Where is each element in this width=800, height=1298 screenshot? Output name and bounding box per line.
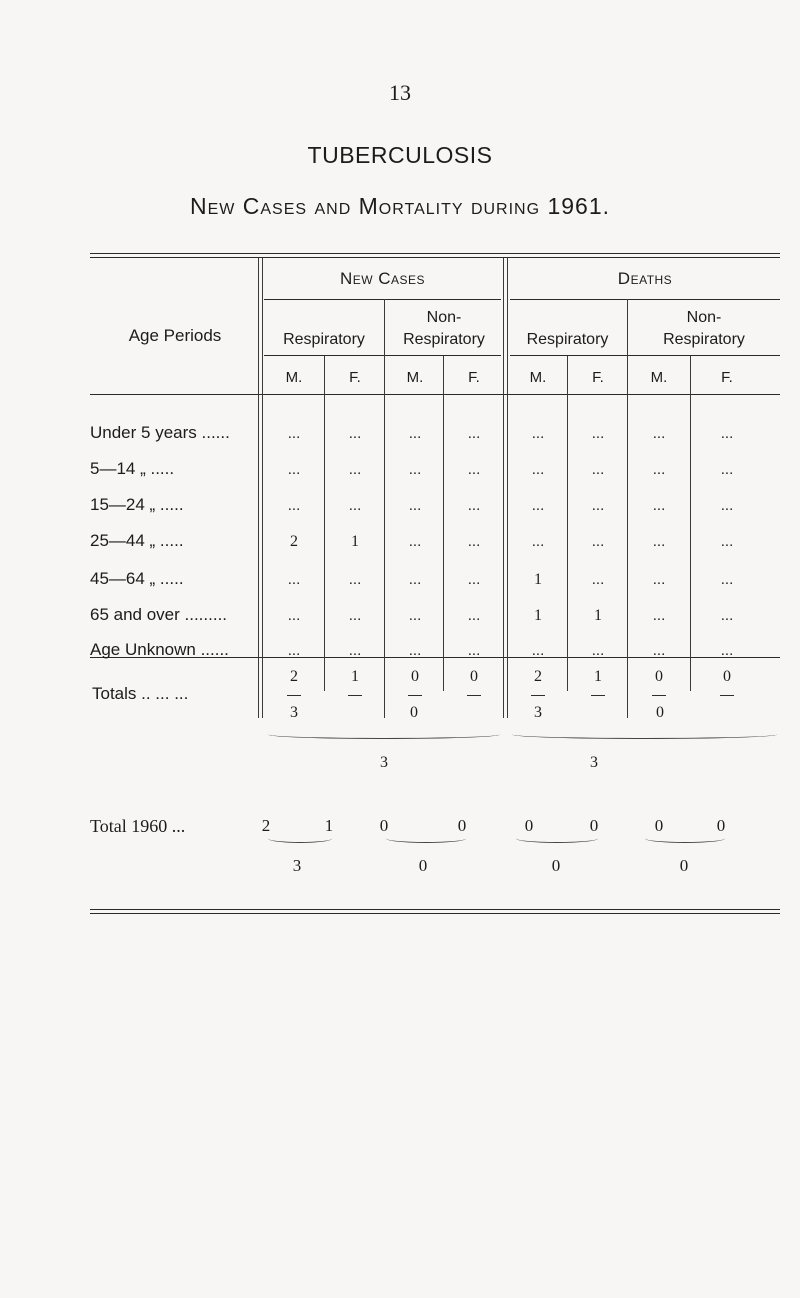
table-cell: ... [287,425,301,442]
table-cell: ... [531,533,545,550]
table-cell: ... [408,607,422,624]
age-period-label: 5—14 „ ..... [90,459,175,478]
divider-mf-2 [443,356,444,691]
table-cell: ... [348,425,362,442]
d-respiratory-header: Respiratory [526,331,609,348]
new-cases-rule [264,299,501,300]
totals-label: Totals .. ... ... [92,684,189,703]
table-cell: ... [720,571,734,588]
table-cell: ... [408,533,422,550]
nc-nonresp-header-line2: Respiratory [403,331,485,348]
total-dash: — [467,686,481,702]
divider-mf-3 [567,356,568,691]
table-cell: ... [531,461,545,478]
table-cell: ... [287,497,301,514]
table-cell: ... [652,571,666,588]
page-number: 13 [389,80,411,105]
table-cell: ... [408,425,422,442]
table-cell: ... [720,642,734,659]
group-sum: 3 [590,754,598,771]
table-cell: ... [652,607,666,624]
total-1960-label: Total 1960 ... [90,816,186,836]
total-cell: 2 [534,668,542,685]
sex-header: F. [468,369,480,386]
table-cell: 1 [534,571,542,588]
table-cell: 2 [290,533,298,550]
nc-nonresp-header-line1: Non- [426,309,462,326]
table-cell: ... [531,425,545,442]
table-cell: ... [652,425,666,442]
sex-header: M. [529,369,547,386]
age-period-label: 15—24 „ ..... [90,495,184,514]
table-cell: ... [652,533,666,550]
total-1960-cell: 1 [324,816,334,835]
total-cell: 0 [723,668,731,685]
total-1960-pair-sum: 0 [679,856,689,875]
table-cell: ... [287,571,301,588]
total-1960-pair-sum: 0 [418,856,428,875]
pair-brace [645,834,725,843]
table-cell: ... [720,461,734,478]
total-cell: 2 [290,668,298,685]
table-cell: ... [348,607,362,624]
table-cell: ... [652,497,666,514]
total-pair-sum: 0 [656,704,664,721]
divider-mf-1 [324,356,325,691]
total-dash: — [531,686,545,702]
total-1960-cell: 0 [457,816,467,835]
total-dash: — [348,686,362,702]
table-cell: ... [348,497,362,514]
deaths-rule [510,299,780,300]
age-period-label: 25—44 „ ..... [90,531,184,550]
table-cell: ... [591,425,605,442]
sex-header: F. [721,369,733,386]
page-title: TUBERCULOSIS [307,142,493,168]
table-cell: ... [591,571,605,588]
deaths-header: Deaths [617,269,673,288]
table-cell: ... [467,533,481,550]
top-rule-inner [90,257,780,258]
group-brace [512,730,777,739]
table-cell: ... [287,642,301,659]
total-cell: 1 [351,668,359,685]
table-cell: ... [467,607,481,624]
pair-brace [516,834,598,843]
sex-header: M. [406,369,424,386]
top-rule [90,253,780,254]
table-cell: ... [408,497,422,514]
total-pair-sum: 3 [290,704,298,721]
group-sum: 3 [380,754,388,771]
total-dash: — [591,686,605,702]
total-1960-cell: 0 [379,816,389,835]
table-cell: ... [720,607,734,624]
total-cell: 0 [470,668,478,685]
table-cell: ... [408,571,422,588]
pair-brace [268,834,332,843]
table-cell: ... [287,607,301,624]
table-cell: ... [591,642,605,659]
header-bottom-rule [90,394,780,395]
divider-mf-4 [690,356,691,691]
table-cell: ... [720,497,734,514]
table-caption: New Cases and Mortality during 1961. [190,193,610,219]
table-cell: ... [531,497,545,514]
sub-header-rule-right [510,355,780,356]
bottom-rule [90,909,780,910]
total-1960-cell: 0 [654,816,664,835]
table-cell: ... [348,461,362,478]
total-1960-pair-sum: 3 [292,856,302,875]
total-cell: 1 [594,668,602,685]
total-1960-cell: 2 [261,816,271,835]
table-cell: ... [348,642,362,659]
table-cell: ... [591,533,605,550]
total-dash: — [720,686,734,702]
total-1960-pair-sum: 0 [551,856,561,875]
table-cell: ... [287,461,301,478]
nc-respiratory-header: Respiratory [283,331,365,348]
total-cell: 0 [655,668,663,685]
table-cell: ... [467,571,481,588]
age-period-label: Age Unknown ...... [90,640,229,659]
sex-header: F. [349,369,361,386]
table-cell: ... [652,642,666,659]
group-brace [268,730,500,739]
total-dash: — [652,686,666,702]
age-period-label: Under 5 years ...... [90,423,230,442]
table-cell: ... [348,571,362,588]
table-cell: ... [467,642,481,659]
table-cell: ... [467,497,481,514]
total-1960-cell: 0 [589,816,599,835]
table-cell: 1 [594,607,602,624]
table-cell: ... [720,533,734,550]
table-cell: ... [408,642,422,659]
total-cell: 0 [411,668,419,685]
total-dash: — [408,686,422,702]
table-cell: ... [467,425,481,442]
d-nonresp-header-line2: Respiratory [663,331,745,348]
sex-header: M. [285,369,303,386]
table-cell: ... [531,642,545,659]
table-cell: ... [467,461,481,478]
divider-age [258,258,259,718]
table-cell: ... [652,461,666,478]
table-cell: ... [408,461,422,478]
age-periods-header: Age Periods [128,326,222,345]
sex-header: F. [592,369,604,386]
sex-header: M. [650,369,668,386]
total-pair-sum: 3 [534,704,542,721]
total-dash: — [287,686,301,702]
table-cell: ... [591,497,605,514]
total-pair-sum: 0 [410,704,418,721]
d-nonresp-header-line1: Non- [686,309,722,326]
sub-header-rule-left [264,355,501,356]
total-1960-cell: 0 [716,816,726,835]
bottom-rule-inner [90,913,780,914]
total-1960-cell: 0 [524,816,534,835]
table-cell: ... [720,425,734,442]
age-period-label: 65 and over ......... [90,605,228,624]
pair-brace [386,834,466,843]
table-cell: ... [591,461,605,478]
divider-age-inner [262,258,263,718]
age-period-label: 45—64 „ ..... [90,569,184,588]
new-cases-header: New Cases [339,269,426,288]
table-cell: 1 [534,607,542,624]
table-cell: 1 [351,533,359,550]
